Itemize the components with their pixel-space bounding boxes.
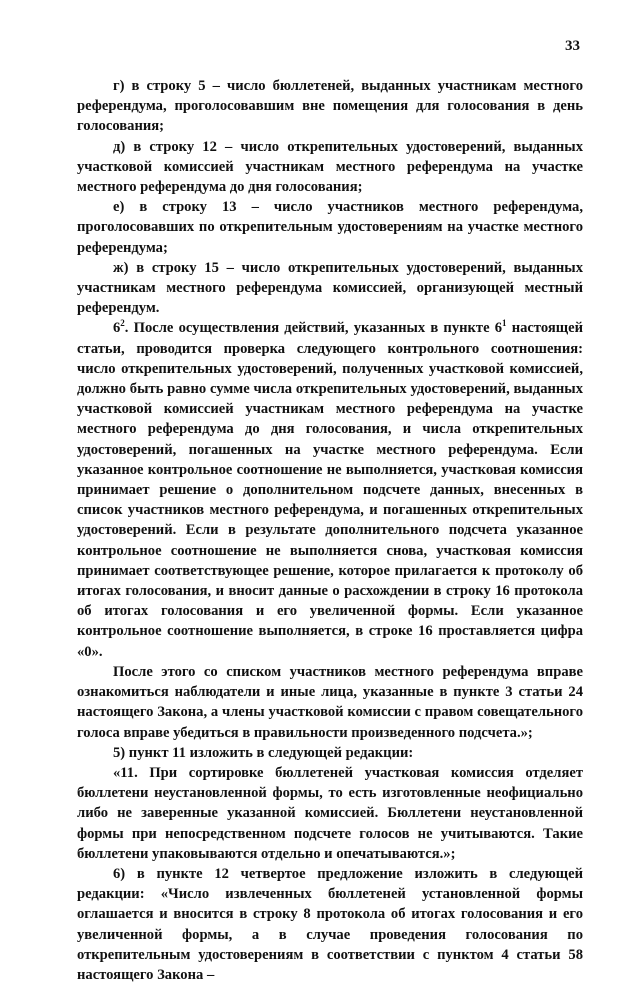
paragraph-item-zh: ж) в строку 15 – число открепительных удостоверений, выданных участникам местного референдума комиссией, организующей местный референдум. — [77, 259, 583, 317]
paragraph-item-5: 5) пункт 11 изложить в следующей редакции: — [113, 744, 414, 761]
paragraph-clause-11: «11. При сортировке бюллетеней участковая комиссия отделяет бюллетени неустановленной формы, то есть изготовленные неофициально либо не заверенные указанной комиссией. Бюллетени неустановленной формы при непосредственном подсчете голосов не учитываются. Такие бюллетени упаковываются отдельно и опечатываются.»; — [77, 764, 583, 862]
page-number: 33 — [565, 38, 580, 54]
paragraph-section-6-2 — [77, 318, 583, 661]
reference-superscript: 1 — [502, 318, 507, 329]
paragraph-item-e: е) в строку 13 – число участников местного референдума, проголосовавших по открепительным удостоверениям на участке местного референдума; — [77, 199, 583, 256]
section-superscript: 2 — [120, 318, 125, 329]
section-text-lead: . После осуществления действий, указанных в пункте 6 — [124, 320, 503, 337]
document-body — [77, 76, 583, 985]
section-number: 6 — [113, 320, 121, 337]
paragraph-item-6: 6) в пункте 12 четвертое предложение изложить в следующей редакции: «Число извлеченных бюллетеней установленной формы оглашается и вносится в строку 8 протокола об итогах голосования и его увеличенной формы, а в случае проведения голосования по открепительным удостоверениям в соответствии с пунктом 4 статьи 58 настоящего Закона – — [77, 865, 583, 983]
paragraph-observers: После этого со списком участников местного референдума вправе ознакомиться наблюдатели и иные лица, указанные в пункте 3 статьи 24 настоящего Закона, а члены участковой комиссии с правом совещательного голоса вправе убедиться в правильности произведенного подсчета.»; — [77, 663, 583, 741]
paragraph-item-d: д) в строку 12 – число открепительных удостоверений, выданных участковой комиссией участникам местного референдума на участке местного референдума до дня голосования; — [77, 138, 583, 196]
paragraph-item-g: г) в строку 5 – число бюллетеней, выданных участникам местного референдума, проголосовавшим вне помещения для голосования в день голосования; — [77, 78, 583, 135]
section-text-body: настоящей статьи, проводится проверка следующего контрольного соотношения: число открепительных удостоверений, полученных участковой комиссией, должно быть равно сумме числа открепительных удостоверений, выданных участковой комиссией участникам местного референдума на участке местного референдума до дня голосования, и числа открепительных удостоверений, погашенных на участке местного референдума. Если указанное контрольное соотношение не выполняется, участковая комиссия принимает решение о дополнительном подсчете данных, внесенных в список участников местного референдума, и погашенных открепительных удостоверений. Если в результате дополнительного подсчета указанное контрольное соотношение не выполняется снова, участковая комиссия принимает соответствующее решение, которое прилагается к протоколу об итогах голосования, и вносит данные о расхождении в строку 16 протокола об итогах голосования и его увеличенной формы. Если указанное контрольное соотношение выполняется, в строке 16 проставляется цифра «0». — [77, 320, 583, 660]
